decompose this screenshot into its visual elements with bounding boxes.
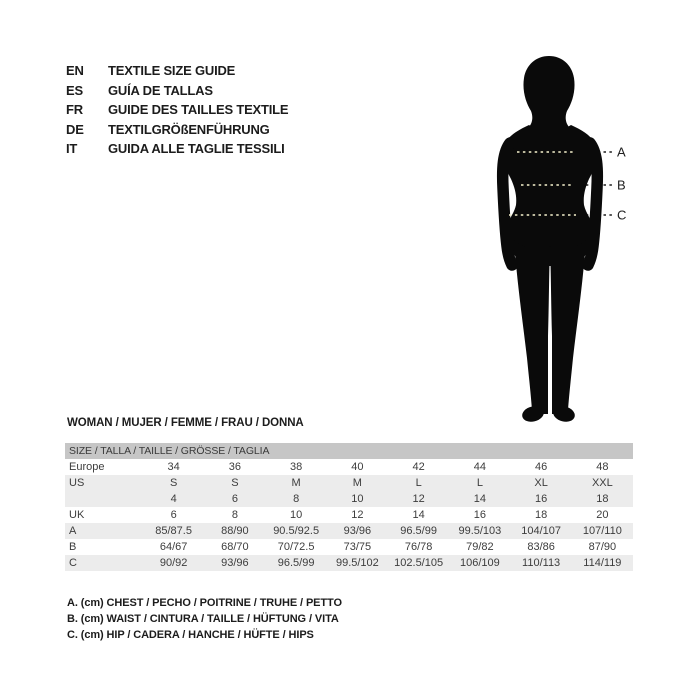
- table-row-hip-c: [65, 555, 633, 571]
- lang-title: GUÍA DE TALLAS: [108, 82, 213, 98]
- lang-title: GUIDE DES TAILLES TEXTILE: [108, 102, 289, 118]
- size-cell: 70/72.5: [277, 541, 315, 553]
- size-cell: XXL: [591, 477, 613, 489]
- size-cell: S: [231, 477, 239, 489]
- measure-label-c: C: [617, 207, 627, 223]
- row-label: US: [69, 477, 85, 489]
- size-cell: XL: [534, 477, 548, 489]
- size-cell: 64/67: [159, 541, 188, 553]
- table-row-chest-a: [65, 523, 633, 539]
- lang-title: TEXTILE SIZE GUIDE: [108, 63, 236, 78]
- lang-row-es: [66, 81, 288, 101]
- size-cell: 99.5/103: [458, 525, 502, 537]
- size-cell: 36: [228, 461, 241, 473]
- size-cell: 107/110: [582, 525, 622, 537]
- size-cell: 102.5/105: [394, 557, 444, 569]
- size-cell: 40: [351, 461, 364, 473]
- size-cell: 83/86: [527, 541, 555, 553]
- size-cell: 106/109: [459, 557, 500, 569]
- lang-code: EN: [66, 63, 84, 78]
- row-label: A: [69, 525, 77, 537]
- size-cell: 20: [596, 509, 609, 521]
- row-label: UK: [69, 509, 85, 521]
- size-table: [65, 443, 633, 571]
- size-cell: 12: [412, 493, 425, 505]
- size-cell: 18: [596, 493, 609, 505]
- size-cell: 90.5/92.5: [273, 525, 320, 537]
- section-title-woman: WOMAN / MUJER / FEMME / FRAU / DONNA: [67, 417, 304, 429]
- size-cell: L: [476, 477, 483, 489]
- size-cell: 96.5/99: [400, 525, 437, 537]
- size-cell: 14: [473, 493, 486, 505]
- size-cell: M: [352, 477, 362, 489]
- lang-row-en: [66, 61, 288, 81]
- woman-silhouette-figure: [460, 48, 660, 428]
- row-label: C: [69, 557, 77, 569]
- measurement-legend: [67, 596, 342, 643]
- lang-row-de: [66, 120, 288, 140]
- size-cell: 96.5/99: [277, 557, 315, 569]
- size-cell: 73/75: [343, 541, 372, 553]
- table-row-us-letters: [65, 475, 633, 491]
- silhouette-body: [503, 56, 598, 424]
- size-cell: 104/107: [521, 525, 561, 537]
- lang-title: GUIDA ALLE TAGLIE TESSILI: [108, 141, 285, 157]
- size-cell: 93/96: [221, 557, 249, 569]
- lang-code: IT: [66, 141, 78, 157]
- size-cell: 88/90: [221, 525, 249, 537]
- size-cell: 6: [231, 493, 238, 505]
- size-cell: 85/87.5: [155, 525, 192, 537]
- table-row-europe: [65, 459, 633, 475]
- table-row-waist-b: [65, 539, 633, 555]
- size-cell: 90/92: [159, 557, 188, 569]
- size-cell: L: [415, 477, 422, 489]
- measure-label-a: A: [617, 144, 626, 160]
- lang-row-it: [66, 139, 288, 159]
- table-row-uk: [65, 507, 633, 523]
- size-cell: 8: [231, 509, 238, 521]
- size-cell: 38: [290, 461, 303, 473]
- table-row-us-numbers: [65, 491, 633, 507]
- legend-line-chest: A. (cm) CHEST / PECHO / POITRINE / TRUHE / PETTO: [67, 597, 342, 609]
- size-cell: 42: [412, 461, 425, 473]
- size-cell: 14: [412, 509, 425, 521]
- size-cell: 44: [473, 461, 486, 473]
- lang-code: ES: [66, 82, 83, 98]
- size-cell: 87/90: [588, 541, 617, 553]
- size-table-header: SIZE / TALLA / TAILLE / GRÖSSE / TAGLIA: [65, 443, 633, 459]
- lang-code: FR: [66, 102, 83, 118]
- measure-label-b: B: [617, 177, 626, 193]
- size-cell: 76/78: [404, 541, 433, 553]
- lang-code: DE: [66, 121, 84, 137]
- size-cell: 99.5/102: [335, 557, 379, 569]
- legend-line-hip: C. (cm) HIP / CADERA / HANCHE / HÜFTE / HIPS: [67, 628, 314, 641]
- size-cell: 46: [535, 461, 548, 473]
- size-cell: 16: [535, 493, 548, 505]
- size-cell: 8: [293, 493, 300, 505]
- size-cell: 6: [170, 509, 177, 521]
- size-cell: 79/82: [466, 541, 494, 553]
- size-cell: 18: [535, 509, 548, 521]
- legend-line-waist: B. (cm) WAIST / CINTURA / TAILLE / HÜFTUNG / VITA: [67, 612, 339, 625]
- row-label: Europe: [69, 461, 105, 473]
- size-cell: 93/96: [343, 525, 372, 537]
- size-cell: M: [291, 477, 301, 489]
- size-cell: 4: [170, 493, 177, 505]
- size-cell: 48: [596, 461, 609, 473]
- size-cell: 68/70: [221, 541, 249, 553]
- size-cell: 34: [167, 461, 180, 473]
- lang-row-fr: [66, 100, 288, 120]
- language-guide-list: [66, 61, 288, 159]
- size-cell: 16: [473, 509, 486, 521]
- size-cell: S: [169, 477, 178, 489]
- lang-title: TEXTILGRÖßENFÜHRUNG: [108, 121, 270, 137]
- row-label: B: [69, 541, 77, 553]
- size-cell: 10: [290, 509, 303, 521]
- size-cell: 114/119: [583, 557, 622, 569]
- size-cell: 12: [351, 509, 364, 521]
- size-cell: 10: [351, 493, 364, 505]
- size-cell: 110/113: [522, 557, 561, 569]
